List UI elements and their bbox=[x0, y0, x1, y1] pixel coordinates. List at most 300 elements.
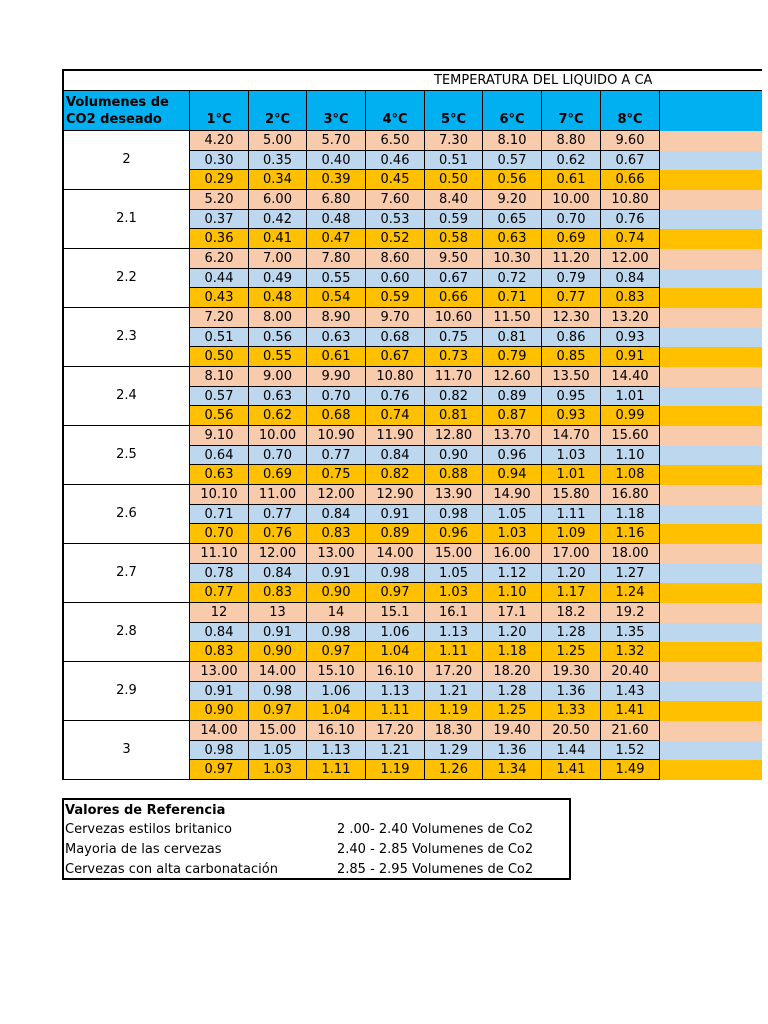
table-cell: 1.10 bbox=[483, 583, 542, 603]
volume-value: 2.6 bbox=[62, 485, 190, 544]
table-cell: 1.36 bbox=[542, 682, 601, 702]
reference-title: Valores de Referencia bbox=[65, 803, 226, 818]
table-cell: 1.05 bbox=[249, 741, 307, 761]
table-cell: 6.50 bbox=[366, 131, 425, 151]
table-row bbox=[190, 485, 762, 505]
table-cell: 0.40 bbox=[307, 151, 366, 171]
temperature-column-header: 8°C bbox=[601, 91, 660, 131]
volume-group bbox=[62, 308, 762, 367]
table-cell: 1.01 bbox=[542, 465, 601, 485]
table-row bbox=[190, 229, 762, 249]
table-cell: 0.56 bbox=[483, 170, 542, 190]
table-row bbox=[190, 426, 762, 446]
table-cell: 7.30 bbox=[425, 131, 483, 151]
table-cell: 0.62 bbox=[249, 406, 307, 426]
table-row bbox=[190, 623, 762, 643]
table-cell: 14.90 bbox=[483, 485, 542, 505]
table-cell: 17.00 bbox=[542, 544, 601, 564]
volume-value: 2 bbox=[62, 131, 190, 190]
table-cell: 0.43 bbox=[190, 288, 249, 308]
table-cell: 0.83 bbox=[249, 583, 307, 603]
reference-item-value: 2.40 - 2.85 Volumenes de Co2 bbox=[337, 842, 534, 857]
table-row bbox=[190, 347, 762, 367]
table-cell: 16.80 bbox=[601, 485, 660, 505]
table-cell: 12.60 bbox=[483, 367, 542, 387]
table-cell: 0.75 bbox=[425, 328, 483, 348]
table-cell: 0.70 bbox=[307, 387, 366, 407]
table-cell: 0.95 bbox=[542, 387, 601, 407]
table-cell: 1.13 bbox=[366, 682, 425, 702]
table-cell: 0.91 bbox=[249, 623, 307, 643]
table-cell: 0.98 bbox=[190, 741, 249, 761]
table-cell: 1.24 bbox=[601, 583, 660, 603]
table-cell: 0.51 bbox=[425, 151, 483, 171]
table-cell: 1.43 bbox=[601, 682, 660, 702]
table-row bbox=[190, 603, 762, 623]
table-row bbox=[190, 465, 762, 485]
table-cell: 7.80 bbox=[307, 249, 366, 269]
table-cell: 16.1 bbox=[425, 603, 483, 623]
table-cell: 1.06 bbox=[307, 682, 366, 702]
table-cell: 0.44 bbox=[190, 269, 249, 289]
table-cell: 16.10 bbox=[307, 721, 366, 741]
table-cell: 1.11 bbox=[366, 701, 425, 721]
table-cell: 8.60 bbox=[366, 249, 425, 269]
table-cell: 0.74 bbox=[366, 406, 425, 426]
table-cell: 9.10 bbox=[190, 426, 249, 446]
volume-group bbox=[62, 603, 762, 662]
table-cell: 12.00 bbox=[601, 249, 660, 269]
table-row bbox=[190, 131, 762, 151]
table-cell: 6.00 bbox=[249, 190, 307, 210]
table-cell: 0.84 bbox=[190, 623, 249, 643]
table-cell: 1.12 bbox=[483, 564, 542, 584]
table-cell: 0.91 bbox=[366, 505, 425, 525]
table-cell: 8.00 bbox=[249, 308, 307, 328]
table-cell: 12.30 bbox=[542, 308, 601, 328]
table-cell: 18.20 bbox=[483, 662, 542, 682]
table-cell: 1.20 bbox=[542, 564, 601, 584]
table-cell: 20.50 bbox=[542, 721, 601, 741]
table-cell: 14.00 bbox=[190, 721, 249, 741]
reference-item-value: 2.85 - 2.95 Volumenes de Co2 bbox=[337, 862, 534, 877]
table-cell: 1.03 bbox=[425, 583, 483, 603]
table-cell: 1.49 bbox=[601, 760, 660, 780]
table-cell: 0.90 bbox=[249, 642, 307, 662]
table-cell: 1.03 bbox=[542, 446, 601, 466]
table-cell: 0.69 bbox=[249, 465, 307, 485]
table-cell: 0.81 bbox=[483, 328, 542, 348]
table-cell: 1.03 bbox=[249, 760, 307, 780]
reference-item bbox=[65, 860, 565, 880]
volume-value: 2.4 bbox=[62, 367, 190, 426]
volume-value: 2.7 bbox=[62, 544, 190, 603]
table-cell: 7.60 bbox=[366, 190, 425, 210]
table-cell: 0.90 bbox=[307, 583, 366, 603]
table-cell: 15.60 bbox=[601, 426, 660, 446]
volume-value: 2.1 bbox=[62, 190, 190, 249]
table-cell: 0.66 bbox=[601, 170, 660, 190]
table-cell: 0.90 bbox=[425, 446, 483, 466]
table-cell: 1.21 bbox=[425, 682, 483, 702]
table-cell: 0.77 bbox=[542, 288, 601, 308]
table-cell: 17.1 bbox=[483, 603, 542, 623]
table-cell: 1.18 bbox=[483, 642, 542, 662]
table-cell: 1.36 bbox=[483, 741, 542, 761]
table-cell: 18.2 bbox=[542, 603, 601, 623]
table-cell: 0.84 bbox=[601, 269, 660, 289]
table-row bbox=[190, 682, 762, 702]
table-cell: 1.11 bbox=[425, 642, 483, 662]
table-cell: 0.71 bbox=[483, 288, 542, 308]
volume-group bbox=[62, 544, 762, 603]
table-cell: 0.48 bbox=[249, 288, 307, 308]
table-cell: 0.91 bbox=[307, 564, 366, 584]
table-row bbox=[190, 564, 762, 584]
table-cell: 15.00 bbox=[425, 544, 483, 564]
table-cell: 0.63 bbox=[307, 328, 366, 348]
table-cell: 13.70 bbox=[483, 426, 542, 446]
table-cell: 0.82 bbox=[425, 387, 483, 407]
table-cell: 0.89 bbox=[366, 524, 425, 544]
table-cell: 0.55 bbox=[249, 347, 307, 367]
table-cell: 6.80 bbox=[307, 190, 366, 210]
table-cell: 1.20 bbox=[483, 623, 542, 643]
table-cell: 10.10 bbox=[190, 485, 249, 505]
table-cell: 1.19 bbox=[425, 701, 483, 721]
table-cell: 10.00 bbox=[249, 426, 307, 446]
table-cell: 1.27 bbox=[601, 564, 660, 584]
table-cell: 0.63 bbox=[483, 229, 542, 249]
table-cell: 0.70 bbox=[190, 524, 249, 544]
table-cell: 5.00 bbox=[249, 131, 307, 151]
volume-column-header: Volumenes de CO2 deseado bbox=[62, 91, 190, 131]
table-cell: 0.48 bbox=[307, 210, 366, 230]
table-cell: 1.32 bbox=[601, 642, 660, 662]
table-cell: 0.79 bbox=[483, 347, 542, 367]
table-cell: 1.05 bbox=[425, 564, 483, 584]
table-cell: 0.59 bbox=[366, 288, 425, 308]
table-row bbox=[190, 741, 762, 761]
table-cell: 0.60 bbox=[366, 269, 425, 289]
table-cell: 0.91 bbox=[190, 682, 249, 702]
table-cell: 11.00 bbox=[249, 485, 307, 505]
table-cell: 0.57 bbox=[190, 387, 249, 407]
table-cell: 0.47 bbox=[307, 229, 366, 249]
volume-group bbox=[62, 367, 762, 426]
table-cell: 13.00 bbox=[307, 544, 366, 564]
table-cell: 0.36 bbox=[190, 229, 249, 249]
table-cell: 0.77 bbox=[307, 446, 366, 466]
table-cell: 17.20 bbox=[366, 721, 425, 741]
table-cell: 12.90 bbox=[366, 485, 425, 505]
table-row bbox=[190, 190, 762, 210]
table-cell: 0.49 bbox=[249, 269, 307, 289]
table-cell: 0.82 bbox=[366, 465, 425, 485]
table-cell: 0.84 bbox=[366, 446, 425, 466]
table-cell: 0.58 bbox=[425, 229, 483, 249]
table-cell: 0.83 bbox=[190, 642, 249, 662]
table-cell: 0.87 bbox=[483, 406, 542, 426]
table-cell: 5.20 bbox=[190, 190, 249, 210]
table-cell: 12 bbox=[190, 603, 249, 623]
table-cell: 0.50 bbox=[425, 170, 483, 190]
table-cell: 15.10 bbox=[307, 662, 366, 682]
table-cell: 0.79 bbox=[542, 269, 601, 289]
table-cell: 1.34 bbox=[483, 760, 542, 780]
table-cell: 10.00 bbox=[542, 190, 601, 210]
table-cell: 15.1 bbox=[366, 603, 425, 623]
table-cell: 11.20 bbox=[542, 249, 601, 269]
table-cell: 0.76 bbox=[601, 210, 660, 230]
table-row bbox=[190, 524, 762, 544]
table-cell: 1.13 bbox=[307, 741, 366, 761]
table-cell: 0.89 bbox=[483, 387, 542, 407]
table-cell: 14.40 bbox=[601, 367, 660, 387]
table-cell: 18.00 bbox=[601, 544, 660, 564]
table-cell: 0.77 bbox=[190, 583, 249, 603]
table-cell: 0.61 bbox=[307, 347, 366, 367]
table-cell: 16.10 bbox=[366, 662, 425, 682]
table-cell: 0.61 bbox=[542, 170, 601, 190]
volume-value: 2.2 bbox=[62, 249, 190, 308]
table-cell: 0.66 bbox=[425, 288, 483, 308]
table-cell: 0.54 bbox=[307, 288, 366, 308]
volume-group bbox=[62, 249, 762, 308]
table-cell: 0.59 bbox=[425, 210, 483, 230]
table-cell: 9.60 bbox=[601, 131, 660, 151]
table-row bbox=[190, 387, 762, 407]
table-cell: 8.90 bbox=[307, 308, 366, 328]
table-cell: 0.97 bbox=[366, 583, 425, 603]
table-cell: 10.80 bbox=[366, 367, 425, 387]
table-cell: 10.60 bbox=[425, 308, 483, 328]
table-row bbox=[190, 269, 762, 289]
table-row bbox=[190, 583, 762, 603]
table-cell: 0.68 bbox=[307, 406, 366, 426]
table-row bbox=[190, 406, 762, 426]
table-cell: 0.53 bbox=[366, 210, 425, 230]
table-cell: 1.13 bbox=[425, 623, 483, 643]
table-row bbox=[190, 701, 762, 721]
table-row bbox=[190, 288, 762, 308]
table-cell: 1.26 bbox=[425, 760, 483, 780]
table-cell: 13.90 bbox=[425, 485, 483, 505]
table-cell: 0.97 bbox=[190, 760, 249, 780]
table-cell: 1.10 bbox=[601, 446, 660, 466]
table-cell: 1.05 bbox=[483, 505, 542, 525]
table-cell: 18.30 bbox=[425, 721, 483, 741]
table-cell: 10.80 bbox=[601, 190, 660, 210]
table-cell: 5.70 bbox=[307, 131, 366, 151]
table-row bbox=[190, 308, 762, 328]
temperature-column-header: 1°C bbox=[190, 91, 249, 131]
table-cell: 0.97 bbox=[307, 642, 366, 662]
table-cell: 0.90 bbox=[190, 701, 249, 721]
table-cell: 0.84 bbox=[307, 505, 366, 525]
table-cell: 0.50 bbox=[190, 347, 249, 367]
table-cell: 12.80 bbox=[425, 426, 483, 446]
table-cell: 17.20 bbox=[425, 662, 483, 682]
table-cell: 0.81 bbox=[425, 406, 483, 426]
table-cell: 21.60 bbox=[601, 721, 660, 741]
volume-group bbox=[62, 662, 762, 721]
volume-group bbox=[62, 190, 762, 249]
reference-item-name: Mayoria de las cervezas bbox=[65, 842, 222, 857]
table-row bbox=[190, 662, 762, 682]
table-cell: 1.25 bbox=[483, 701, 542, 721]
table-cell: 15.00 bbox=[249, 721, 307, 741]
table-cell: 0.94 bbox=[483, 465, 542, 485]
table-cell: 0.76 bbox=[249, 524, 307, 544]
table-cell: 0.39 bbox=[307, 170, 366, 190]
table-cell: 1.44 bbox=[542, 741, 601, 761]
table-cell: 0.96 bbox=[483, 446, 542, 466]
table-cell: 14.70 bbox=[542, 426, 601, 446]
table-cell: 1.21 bbox=[366, 741, 425, 761]
table-cell: 1.18 bbox=[601, 505, 660, 525]
reference-item-name: Cervezas con alta carbonatación bbox=[65, 862, 278, 877]
table-header bbox=[62, 91, 762, 131]
table-cell: 12.00 bbox=[307, 485, 366, 505]
table-cell: 7.20 bbox=[190, 308, 249, 328]
temperature-column-header: 3°C bbox=[307, 91, 366, 131]
table-cell: 10.90 bbox=[307, 426, 366, 446]
table-cell: 1.03 bbox=[483, 524, 542, 544]
table-cell: 0.57 bbox=[483, 151, 542, 171]
table-cell: 1.28 bbox=[483, 682, 542, 702]
table-cell: 0.45 bbox=[366, 170, 425, 190]
table-cell: 0.69 bbox=[542, 229, 601, 249]
table-cell: 0.74 bbox=[601, 229, 660, 249]
reference-item bbox=[65, 820, 565, 840]
table-cell: 1.01 bbox=[601, 387, 660, 407]
table-cell: 0.64 bbox=[190, 446, 249, 466]
table-cell: 9.50 bbox=[425, 249, 483, 269]
table-cell: 0.70 bbox=[542, 210, 601, 230]
table-cell: 8.80 bbox=[542, 131, 601, 151]
table-cell: 1.04 bbox=[366, 642, 425, 662]
table-cell: 0.56 bbox=[249, 328, 307, 348]
table-cell: 4.20 bbox=[190, 131, 249, 151]
table-cell: 14 bbox=[307, 603, 366, 623]
table-cell: 0.83 bbox=[307, 524, 366, 544]
table-cell: 20.40 bbox=[601, 662, 660, 682]
table-title-bar bbox=[62, 69, 762, 91]
table-cell: 0.85 bbox=[542, 347, 601, 367]
table-cell: 0.35 bbox=[249, 151, 307, 171]
table-cell: 0.99 bbox=[601, 406, 660, 426]
table-cell: 1.41 bbox=[601, 701, 660, 721]
table-cell: 0.52 bbox=[366, 229, 425, 249]
table-cell: 0.73 bbox=[425, 347, 483, 367]
table-cell: 0.98 bbox=[307, 623, 366, 643]
table-cell: 1.06 bbox=[366, 623, 425, 643]
table-cell: 0.65 bbox=[483, 210, 542, 230]
table-row bbox=[190, 170, 762, 190]
table-cell: 1.52 bbox=[601, 741, 660, 761]
table-cell: 13 bbox=[249, 603, 307, 623]
table-cell: 0.67 bbox=[366, 347, 425, 367]
table-cell: 1.17 bbox=[542, 583, 601, 603]
table-cell: 0.46 bbox=[366, 151, 425, 171]
table-cell: 13.00 bbox=[190, 662, 249, 682]
volume-group bbox=[62, 721, 762, 780]
table-cell: 0.56 bbox=[190, 406, 249, 426]
table-cell: 12.00 bbox=[249, 544, 307, 564]
table-cell: 1.28 bbox=[542, 623, 601, 643]
table-cell: 0.71 bbox=[190, 505, 249, 525]
volume-value: 2.5 bbox=[62, 426, 190, 485]
table-cell: 0.34 bbox=[249, 170, 307, 190]
table-cell: 1.09 bbox=[542, 524, 601, 544]
table-cell: 0.42 bbox=[249, 210, 307, 230]
table-cell: 1.16 bbox=[601, 524, 660, 544]
table-row bbox=[190, 249, 762, 269]
table-cell: 0.29 bbox=[190, 170, 249, 190]
volume-value: 2.3 bbox=[62, 308, 190, 367]
table-cell: 11.50 bbox=[483, 308, 542, 328]
table-cell: 19.2 bbox=[601, 603, 660, 623]
table-row bbox=[190, 642, 762, 662]
table-cell: 7.00 bbox=[249, 249, 307, 269]
table-cell: 0.37 bbox=[190, 210, 249, 230]
table-cell: 0.78 bbox=[190, 564, 249, 584]
table-cell: 1.33 bbox=[542, 701, 601, 721]
reference-item-value: 2 .00- 2.40 Volumenes de Co2 bbox=[337, 822, 534, 837]
volume-group bbox=[62, 485, 762, 544]
table-cell: 1.35 bbox=[601, 623, 660, 643]
temperature-column-header: 2°C bbox=[249, 91, 307, 131]
temperature-column-header: 5°C bbox=[425, 91, 483, 131]
table-row bbox=[190, 446, 762, 466]
table-row bbox=[190, 760, 762, 780]
table-row bbox=[190, 328, 762, 348]
volume-value: 3 bbox=[62, 721, 190, 780]
table-cell: 0.68 bbox=[366, 328, 425, 348]
table-cell: 0.63 bbox=[190, 465, 249, 485]
table-cell: 0.51 bbox=[190, 328, 249, 348]
table-row bbox=[190, 721, 762, 741]
volume-group bbox=[62, 426, 762, 485]
table-row bbox=[190, 367, 762, 387]
table-cell: 11.10 bbox=[190, 544, 249, 564]
table-cell: 8.40 bbox=[425, 190, 483, 210]
table-cell: 0.96 bbox=[425, 524, 483, 544]
table-cell: 15.80 bbox=[542, 485, 601, 505]
table-cell: 0.98 bbox=[249, 682, 307, 702]
table-cell: 0.62 bbox=[542, 151, 601, 171]
table-cell: 6.20 bbox=[190, 249, 249, 269]
table-cell: 9.90 bbox=[307, 367, 366, 387]
table-cell: 1.19 bbox=[366, 760, 425, 780]
reference-item bbox=[65, 840, 565, 860]
table-cell: 0.98 bbox=[425, 505, 483, 525]
table-cell: 1.29 bbox=[425, 741, 483, 761]
reference-box bbox=[62, 798, 571, 880]
table-cell: 1.25 bbox=[542, 642, 601, 662]
reference-item-name: Cervezas estilos britanico bbox=[65, 822, 232, 837]
volume-group bbox=[62, 131, 762, 190]
table-cell: 0.76 bbox=[366, 387, 425, 407]
table-cell: 19.30 bbox=[542, 662, 601, 682]
table-cell: 0.30 bbox=[190, 151, 249, 171]
table-row bbox=[190, 544, 762, 564]
volume-value: 2.9 bbox=[62, 662, 190, 721]
table-cell: 8.10 bbox=[190, 367, 249, 387]
table-cell: 14.00 bbox=[249, 662, 307, 682]
table-cell: 9.00 bbox=[249, 367, 307, 387]
